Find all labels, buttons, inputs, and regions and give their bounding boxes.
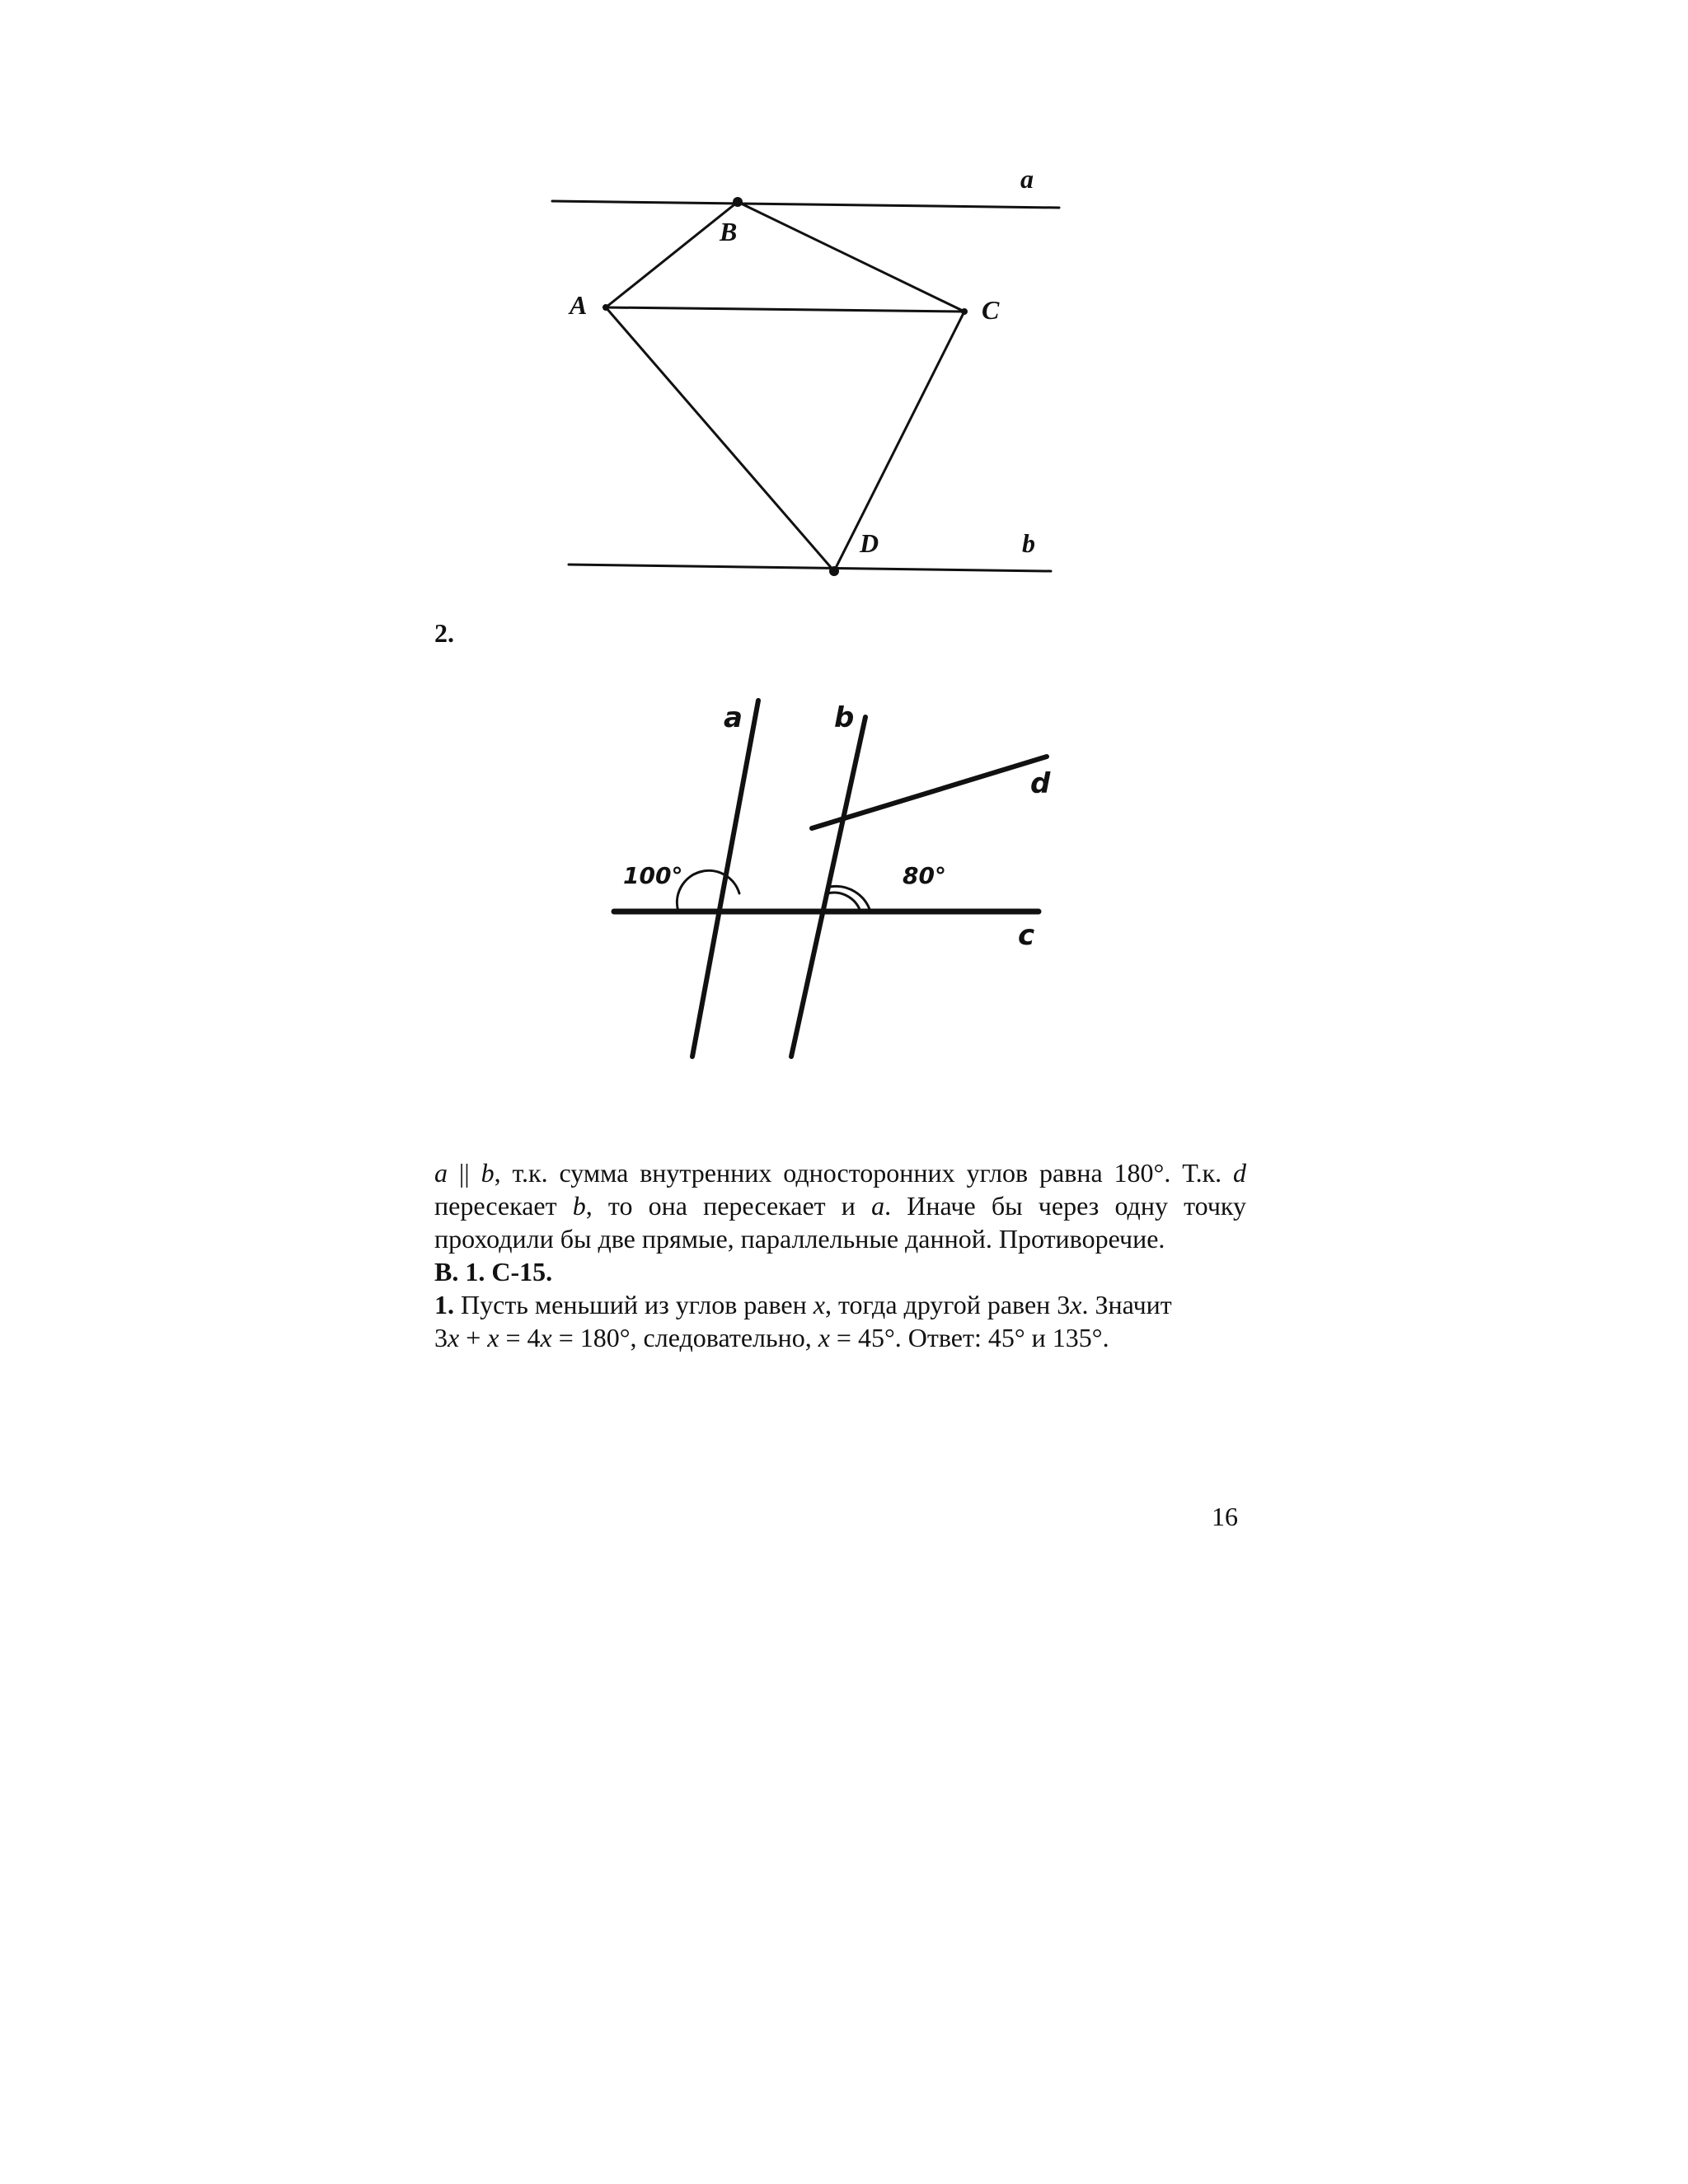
var-x: x <box>818 1323 830 1352</box>
equation-text-2: + <box>459 1323 488 1352</box>
var-x: x <box>448 1323 460 1352</box>
var-a: a <box>434 1158 448 1188</box>
var-b: b <box>572 1191 586 1221</box>
label-point-D: D <box>860 528 879 558</box>
line-b <box>569 565 1051 571</box>
line-a <box>692 701 758 1057</box>
line-a <box>552 201 1059 208</box>
solution-number: 1. <box>434 1290 454 1319</box>
equation-text-5: = 45°. Ответ: 45° и 135°. <box>829 1323 1109 1352</box>
equation-text-1: 3 <box>434 1323 448 1352</box>
point-B-dot <box>733 197 743 207</box>
problem-number: 2. <box>434 618 454 648</box>
angle-arc-100 <box>677 870 739 912</box>
quadrilateral-figure <box>540 165 1133 593</box>
label-angle-80: 80° <box>903 862 946 889</box>
segment-BC <box>738 202 964 312</box>
equation-text-4: = 180°, следовательно, <box>551 1323 818 1352</box>
proof-text-3: , то она пересекает и <box>585 1191 872 1221</box>
proof-text-2: пересекает <box>434 1191 573 1221</box>
equation-text-3: = 4 <box>499 1323 541 1352</box>
label-line-b: b <box>834 701 855 734</box>
var-d: d <box>1233 1158 1247 1188</box>
label-line-b: b <box>1022 528 1035 558</box>
solution-paragraph <box>434 1288 1246 1321</box>
text-block <box>434 1156 1246 1354</box>
parallel-sign: || <box>448 1158 481 1188</box>
var-x: x <box>540 1323 552 1352</box>
point-C-dot <box>961 308 968 315</box>
label-point-C: C <box>982 295 1000 325</box>
parallel-lines-figure <box>569 692 1088 1088</box>
segment-AD <box>606 307 834 571</box>
segment-CD <box>834 312 964 571</box>
solution-text-2: , тогда другой равен 3 <box>824 1290 1071 1319</box>
segment-AC <box>606 307 964 312</box>
point-A-dot <box>603 304 609 311</box>
segment-AB <box>606 202 738 307</box>
label-line-d: d <box>1030 767 1051 800</box>
equation-line <box>434 1321 1246 1354</box>
point-D-dot <box>829 566 839 576</box>
line-b <box>791 717 865 1057</box>
label-point-A: A <box>570 290 588 320</box>
label-angle-100: 100° <box>623 862 683 889</box>
var-x: x <box>813 1290 825 1319</box>
var-b: b <box>481 1158 495 1188</box>
proof-text-4: . Иначе бы через одну точку проходили бы две прямые, параллельные данной. Противоречие. <box>434 1191 1247 1254</box>
solution-text-3: . Значит <box>1081 1290 1172 1319</box>
label-line-a: a <box>724 701 743 734</box>
var-x: x <box>487 1323 499 1352</box>
section-heading: В. 1. С-15. <box>434 1257 553 1286</box>
var-a: a <box>871 1191 885 1221</box>
label-point-B: B <box>720 217 738 246</box>
page-number: 16 <box>1212 1502 1238 1531</box>
label-line-a: a <box>1020 165 1034 194</box>
proof-text-1: , т.к. сумма внутренних односторонних углов равна 180°. Т.к. <box>494 1158 1234 1188</box>
proof-paragraph <box>434 1156 1246 1255</box>
label-line-c: c <box>1018 919 1035 952</box>
solution-text-1: Пусть меньший из углов равен <box>454 1290 814 1319</box>
var-x: x <box>1070 1290 1082 1319</box>
